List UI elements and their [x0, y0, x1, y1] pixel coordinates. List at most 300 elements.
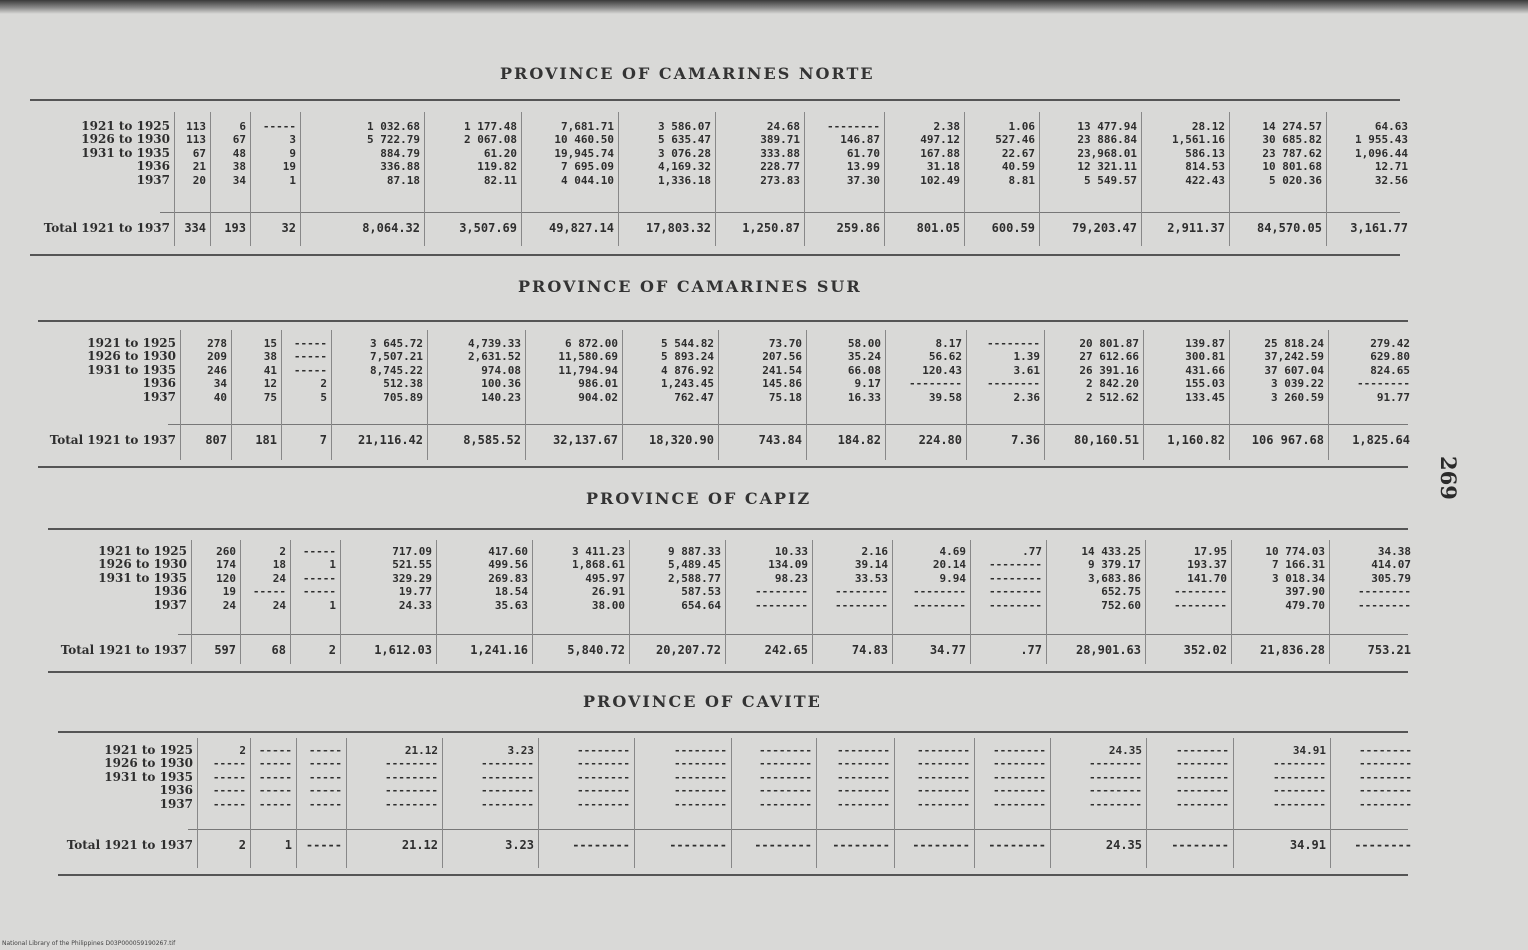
table-cell: 39.14 [854, 558, 888, 572]
total-cell: 24.35 [1105, 838, 1142, 852]
data-column [820, 744, 890, 811]
table-cell: 986.01 [578, 377, 618, 391]
table-cell: -------- [993, 757, 1046, 771]
table-cell: -------- [835, 598, 888, 612]
table-cell: -------- [1174, 598, 1227, 612]
table-cell: 17.95 [1193, 545, 1227, 558]
table-cell: -------- [481, 770, 534, 784]
table-cell: 100.36 [481, 377, 521, 391]
period-labels [30, 120, 170, 187]
table-cell: 3 [289, 133, 296, 147]
table-cell: ----- [302, 571, 336, 585]
table-cell: ----- [293, 363, 327, 377]
table-cell: -------- [837, 784, 890, 798]
table-cell: 18 [272, 558, 286, 572]
table-cell: -------- [1089, 784, 1142, 798]
table-cell: 66.08 [847, 363, 881, 377]
table-cell: -------- [1089, 757, 1142, 771]
table-cell: 155.03 [1185, 377, 1225, 391]
table-cell: 228.77 [760, 160, 800, 174]
table-cell: 15 [263, 337, 277, 350]
table-bottom-rule [58, 874, 1408, 876]
column-divider [346, 738, 347, 868]
data-column [978, 744, 1046, 811]
data-column [524, 120, 614, 187]
table-cell: 587.53 [681, 585, 721, 599]
total-cell: 1,241.16 [470, 643, 528, 657]
data-column [528, 337, 618, 404]
table-cell: 58.00 [847, 337, 881, 350]
table-cell: 14 433.25 [1081, 545, 1141, 558]
total-cell: 32 [281, 221, 296, 235]
table-cell: 652.75 [1101, 585, 1141, 599]
table-cell: 2 067.08 [464, 133, 517, 147]
period-label: 1936 [136, 159, 170, 174]
table-cell: 20 801.87 [1079, 337, 1139, 350]
table-cell: -------- [1359, 797, 1412, 811]
total-label: Total 1921 to 1937 [66, 838, 193, 852]
total-cell: 8,585.52 [463, 433, 521, 447]
table-cell: 41 [263, 363, 277, 377]
data-column [535, 545, 625, 612]
table-cell: 1,336.18 [658, 173, 711, 187]
table-cell: ----- [212, 757, 246, 771]
table-cell: -------- [837, 797, 890, 811]
table-cell: 9 887.33 [668, 545, 721, 558]
table-cell: -------- [674, 784, 727, 798]
table-cell: -------- [481, 757, 534, 771]
table-top-rule [30, 99, 1400, 101]
column-divider [884, 112, 885, 246]
table-cell: -------- [759, 757, 812, 771]
total-cell: 3.23 [505, 838, 534, 852]
table-cell: -------- [993, 784, 1046, 798]
period-label: 1921 to 1925 [104, 743, 193, 757]
table-cell: 9.17 [854, 377, 881, 391]
data-column [1235, 545, 1325, 612]
data-column [1232, 120, 1322, 187]
data-column [896, 545, 966, 612]
table-cell: 13.99 [846, 160, 880, 174]
table-cell: 24 [222, 598, 236, 612]
total-cell: 1,612.03 [374, 643, 432, 657]
total-cell: 34.77 [929, 643, 966, 657]
table-cell: 26.91 [591, 585, 625, 599]
total-cell: 106 967.68 [1251, 433, 1324, 447]
table-top-rule [58, 731, 1408, 733]
section-title: PROVINCE OF CAPIZ [586, 489, 812, 508]
total-cell: 68 [271, 643, 286, 657]
table-cell: 278 [207, 337, 227, 350]
table-cell: 279.42 [1370, 337, 1410, 350]
column-divider [424, 112, 425, 246]
table-cell: 119.82 [477, 160, 517, 174]
table-cell: -------- [674, 797, 727, 811]
column-divider [281, 330, 282, 460]
total-cell: 2,911.37 [1167, 221, 1225, 235]
data-column [170, 120, 206, 187]
table-cell: 5 544.82 [661, 337, 714, 350]
table-cell: 38 [232, 160, 246, 174]
section-title: PROVINCE OF CAMARINES NORTE [500, 64, 875, 83]
table-cell: -------- [1089, 797, 1142, 811]
table-cell: ----- [212, 797, 246, 811]
table-cell: 241.54 [762, 363, 802, 377]
table-cell: 3,683.86 [1088, 571, 1141, 585]
table-cell: 1,096.44 [1355, 146, 1408, 160]
table-cell: 12.71 [1374, 160, 1408, 174]
total-cell: 1,825.64 [1352, 433, 1410, 447]
table-cell: 139.87 [1185, 337, 1225, 350]
column-divider [1046, 540, 1047, 664]
table-cell: 82.11 [483, 173, 517, 187]
column-divider [436, 540, 437, 664]
table-cell: 174 [216, 558, 236, 572]
table-cell: -------- [577, 757, 630, 771]
total-cell: -------- [572, 838, 630, 852]
total-cell: 8,064.32 [362, 221, 420, 235]
period-label: 1937 [136, 172, 170, 187]
data-column [967, 120, 1035, 187]
table-cell: 884.79 [380, 146, 420, 160]
table-cell: -------- [917, 784, 970, 798]
table-cell: 2.16 [861, 545, 888, 558]
total-separator [178, 634, 1408, 635]
table-cell: 98.23 [774, 571, 808, 585]
table-cell: 273.83 [760, 173, 800, 187]
table-cell: 21 [192, 160, 206, 174]
table-cell: 3 645.72 [370, 337, 423, 350]
table-cell: 120 [216, 571, 236, 585]
table-cell: 389.71 [760, 133, 800, 147]
table-cell: -------- [837, 770, 890, 784]
table-cell: 75 [263, 390, 277, 404]
table-cell: 193.37 [1187, 558, 1227, 572]
table-cell: 521.55 [392, 558, 432, 572]
table-cell: 12 321.11 [1077, 160, 1137, 174]
data-column [1047, 120, 1137, 187]
table-cell: 19,945.74 [554, 146, 614, 160]
table-cell: 91.77 [1376, 390, 1410, 404]
table-cell: -------- [385, 784, 438, 798]
table-cell: 34 [232, 173, 246, 187]
total-cell: 28,901.63 [1075, 643, 1141, 657]
total-cell: 181 [255, 433, 277, 447]
table-cell: -------- [827, 120, 880, 133]
data-column [450, 744, 534, 811]
table-cell: 2.38 [933, 120, 960, 133]
data-column [248, 545, 286, 612]
table-cell: -------- [917, 770, 970, 784]
column-divider [1231, 540, 1232, 664]
table-cell: ----- [302, 545, 336, 558]
table-cell: 34.38 [1377, 545, 1411, 558]
total-cell: ----- [305, 838, 342, 852]
column-divider [250, 112, 251, 246]
table-cell: 23,968.01 [1077, 146, 1137, 160]
data-column [340, 120, 420, 187]
table-cell: -------- [674, 770, 727, 784]
table-cell: 207.56 [762, 350, 802, 364]
table-cell: 4,739.33 [468, 337, 521, 350]
table-cell: 12 [263, 377, 277, 391]
table-cell: -------- [385, 770, 438, 784]
data-column [208, 120, 246, 187]
table-cell: ----- [212, 784, 246, 798]
table-cell: -------- [989, 598, 1042, 612]
data-column [1049, 337, 1139, 404]
column-divider [725, 540, 726, 664]
total-cell: -------- [912, 838, 970, 852]
column-divider [521, 112, 522, 246]
table-cell: ----- [212, 770, 246, 784]
table-cell: 2,631.52 [468, 350, 521, 364]
table-cell: 1 [329, 558, 336, 572]
column-divider [1326, 112, 1327, 246]
table-cell: -------- [913, 598, 966, 612]
column-divider [1233, 738, 1234, 868]
data-column [1051, 545, 1141, 612]
table-cell: 300.81 [1185, 350, 1225, 364]
table-cell: 3.23 [507, 744, 534, 757]
table-cell: 61.70 [846, 146, 880, 160]
table-cell: 4 876.92 [661, 363, 714, 377]
table-cell: -------- [1359, 770, 1412, 784]
data-column [433, 120, 517, 187]
column-divider [1146, 738, 1147, 868]
period-label: 1921 to 1925 [98, 544, 187, 558]
table-cell: ----- [308, 770, 342, 784]
column-divider [964, 112, 965, 246]
table-cell: 2.36 [1013, 390, 1040, 404]
page-number: 269 [1436, 456, 1461, 500]
total-cell: 49,827.14 [548, 221, 614, 235]
table-cell: 113 [186, 133, 206, 147]
table-cell: 21.12 [404, 744, 438, 757]
table-cell: -------- [577, 770, 630, 784]
table-cell: 414.07 [1371, 558, 1411, 572]
table-cell: 22.67 [1001, 146, 1035, 160]
period-labels [47, 545, 187, 612]
table-cell: 586.13 [1185, 146, 1225, 160]
table-cell: 14 274.57 [1262, 120, 1322, 133]
table-cell: 3 039.22 [1271, 377, 1324, 391]
table-cell: ----- [258, 757, 292, 771]
column-divider [231, 330, 232, 460]
total-cell: 79,203.47 [1071, 221, 1137, 235]
table-cell: ----- [308, 797, 342, 811]
table-cell: -------- [993, 770, 1046, 784]
table-cell: 37,242.59 [1264, 350, 1324, 364]
table-cell: 814.53 [1185, 160, 1225, 174]
column-divider [331, 330, 332, 460]
total-cell: 18,320.90 [648, 433, 714, 447]
data-column [810, 120, 880, 187]
table-cell: -------- [674, 744, 727, 757]
total-cell: -------- [832, 838, 890, 852]
section-title: PROVINCE OF CAMARINES SUR [518, 277, 862, 296]
data-column [972, 337, 1040, 404]
data-column [631, 545, 721, 612]
column-divider [538, 738, 539, 868]
table-cell: 5 [320, 390, 327, 404]
table-cell: 422.43 [1185, 173, 1225, 187]
column-divider [966, 330, 967, 460]
table-cell: 974.08 [481, 363, 521, 377]
table-cell: 417.60 [488, 545, 528, 558]
table-cell: 39.58 [928, 390, 962, 404]
table-cell: 24.68 [766, 120, 800, 133]
column-divider [715, 112, 716, 246]
total-separator [168, 424, 1408, 425]
data-column [343, 337, 423, 404]
table-cell: 16.33 [847, 390, 881, 404]
total-cell: 21,116.42 [357, 433, 423, 447]
table-cell: -------- [759, 744, 812, 757]
data-column [900, 744, 970, 811]
table-cell: 30 685.82 [1262, 133, 1322, 147]
table-cell: 37 607.04 [1264, 363, 1324, 377]
table-cell: 2 512.62 [1086, 390, 1139, 404]
data-column [256, 120, 296, 187]
total-cell: 597 [214, 643, 236, 657]
column-divider [804, 112, 805, 246]
table-cell: 1,561.16 [1172, 133, 1225, 147]
data-column [1236, 744, 1326, 811]
data-column [287, 337, 327, 404]
total-cell: 352.02 [1183, 643, 1227, 657]
table-cell: 527.46 [995, 133, 1035, 147]
total-cell: 3,507.69 [459, 221, 517, 235]
table-cell: ----- [293, 337, 327, 350]
table-top-rule [48, 528, 1408, 530]
column-divider [1330, 738, 1331, 868]
table-cell: 134.09 [768, 558, 808, 572]
table-cell: 23 787.62 [1262, 146, 1322, 160]
table-cell: 7 695.09 [561, 160, 614, 174]
data-column [892, 337, 962, 404]
table-cell: 5 020.36 [1269, 173, 1322, 187]
table-cell: -------- [1359, 784, 1412, 798]
table-cell: ----- [308, 784, 342, 798]
total-cell: 17,803.32 [645, 221, 711, 235]
table-cell: 24 [272, 571, 286, 585]
page-top-edge [0, 0, 1528, 14]
data-column [1147, 545, 1227, 612]
table-cell: -------- [1273, 770, 1326, 784]
table-cell: 8,745.22 [370, 363, 423, 377]
total-cell: 34.91 [1289, 838, 1326, 852]
total-cell: 80,160.51 [1073, 433, 1139, 447]
total-cell: 224.80 [918, 433, 962, 447]
table-cell: 762.47 [674, 390, 714, 404]
column-divider [970, 540, 971, 664]
table-cell: 102.49 [920, 173, 960, 187]
table-cell: 269.83 [488, 571, 528, 585]
table-cell: 23 886.84 [1077, 133, 1137, 147]
total-cell: 807 [205, 433, 227, 447]
table-cell: 27 612.66 [1079, 350, 1139, 364]
table-cell: 5 635.47 [658, 133, 711, 147]
table-cell: 4 044.10 [561, 173, 614, 187]
table-cell: ----- [258, 784, 292, 798]
table-cell: -------- [1359, 757, 1412, 771]
table-cell: 35.63 [494, 598, 528, 612]
table-cell: -------- [993, 744, 1046, 757]
table-cell: 305.79 [1371, 571, 1411, 585]
table-cell: 75.18 [768, 390, 802, 404]
table-cell: 5 549.57 [1084, 173, 1137, 187]
table-cell: -------- [577, 744, 630, 757]
period-label: 1937 [159, 796, 193, 811]
table-cell: 329.29 [392, 571, 432, 585]
table-cell: 10 460.50 [554, 133, 614, 147]
period-label: 1931 to 1935 [81, 145, 170, 160]
table-cell: -------- [917, 744, 970, 757]
table-cell: 479.70 [1285, 598, 1325, 612]
total-cell: 3,161.77 [1350, 221, 1408, 235]
total-cell: 334 [184, 221, 206, 235]
table-cell: -------- [1176, 784, 1229, 798]
column-divider [191, 540, 192, 664]
table-cell: 8.81 [1008, 173, 1035, 187]
table-cell: -------- [909, 377, 962, 391]
total-cell: 1,160.82 [1167, 433, 1225, 447]
table-cell: 5 893.24 [661, 350, 714, 364]
table-cell: ----- [252, 585, 286, 599]
table-cell: 497.12 [920, 133, 960, 147]
period-label: 1937 [142, 389, 176, 404]
table-cell: 24 [272, 598, 286, 612]
table-cell: 33.53 [854, 571, 888, 585]
period-label: 1936 [153, 584, 187, 599]
table-cell: 31.18 [926, 160, 960, 174]
table-cell: 10 801.68 [1262, 160, 1322, 174]
table-cell: ----- [308, 744, 342, 757]
period-label: 1936 [159, 783, 193, 798]
total-cell: 193 [224, 221, 246, 235]
table-cell: 9 [289, 146, 296, 160]
total-cell: -------- [1354, 838, 1412, 852]
data-column [621, 120, 711, 187]
total-cell: -------- [754, 838, 812, 852]
table-cell: -------- [759, 784, 812, 798]
table-cell: 145.86 [762, 377, 802, 391]
column-divider [816, 738, 817, 868]
table-cell: 246 [207, 363, 227, 377]
table-cell: 40 [213, 390, 227, 404]
column-divider [622, 330, 623, 460]
total-cell: 801.05 [916, 221, 960, 235]
table-cell: 6 872.00 [565, 337, 618, 350]
table-bottom-rule [48, 671, 1408, 673]
data-column [732, 545, 808, 612]
total-cell: 2 [238, 838, 246, 852]
table-cell: 512.38 [383, 377, 423, 391]
period-label: 1931 to 1935 [104, 769, 193, 784]
total-cell: 743.84 [758, 433, 802, 447]
total-cell: 242.65 [764, 643, 808, 657]
total-cell: 1,250.87 [742, 221, 800, 235]
table-cell: 38.00 [591, 598, 625, 612]
period-label: 1931 to 1935 [87, 362, 176, 377]
data-column [736, 744, 812, 811]
data-column [1331, 545, 1411, 612]
table-cell: -------- [755, 598, 808, 612]
scan-credit: National Library of the Philippines D03P000059190267.tif [2, 940, 176, 947]
table-cell: 113 [186, 120, 206, 133]
table-cell: 3.61 [1013, 363, 1040, 377]
